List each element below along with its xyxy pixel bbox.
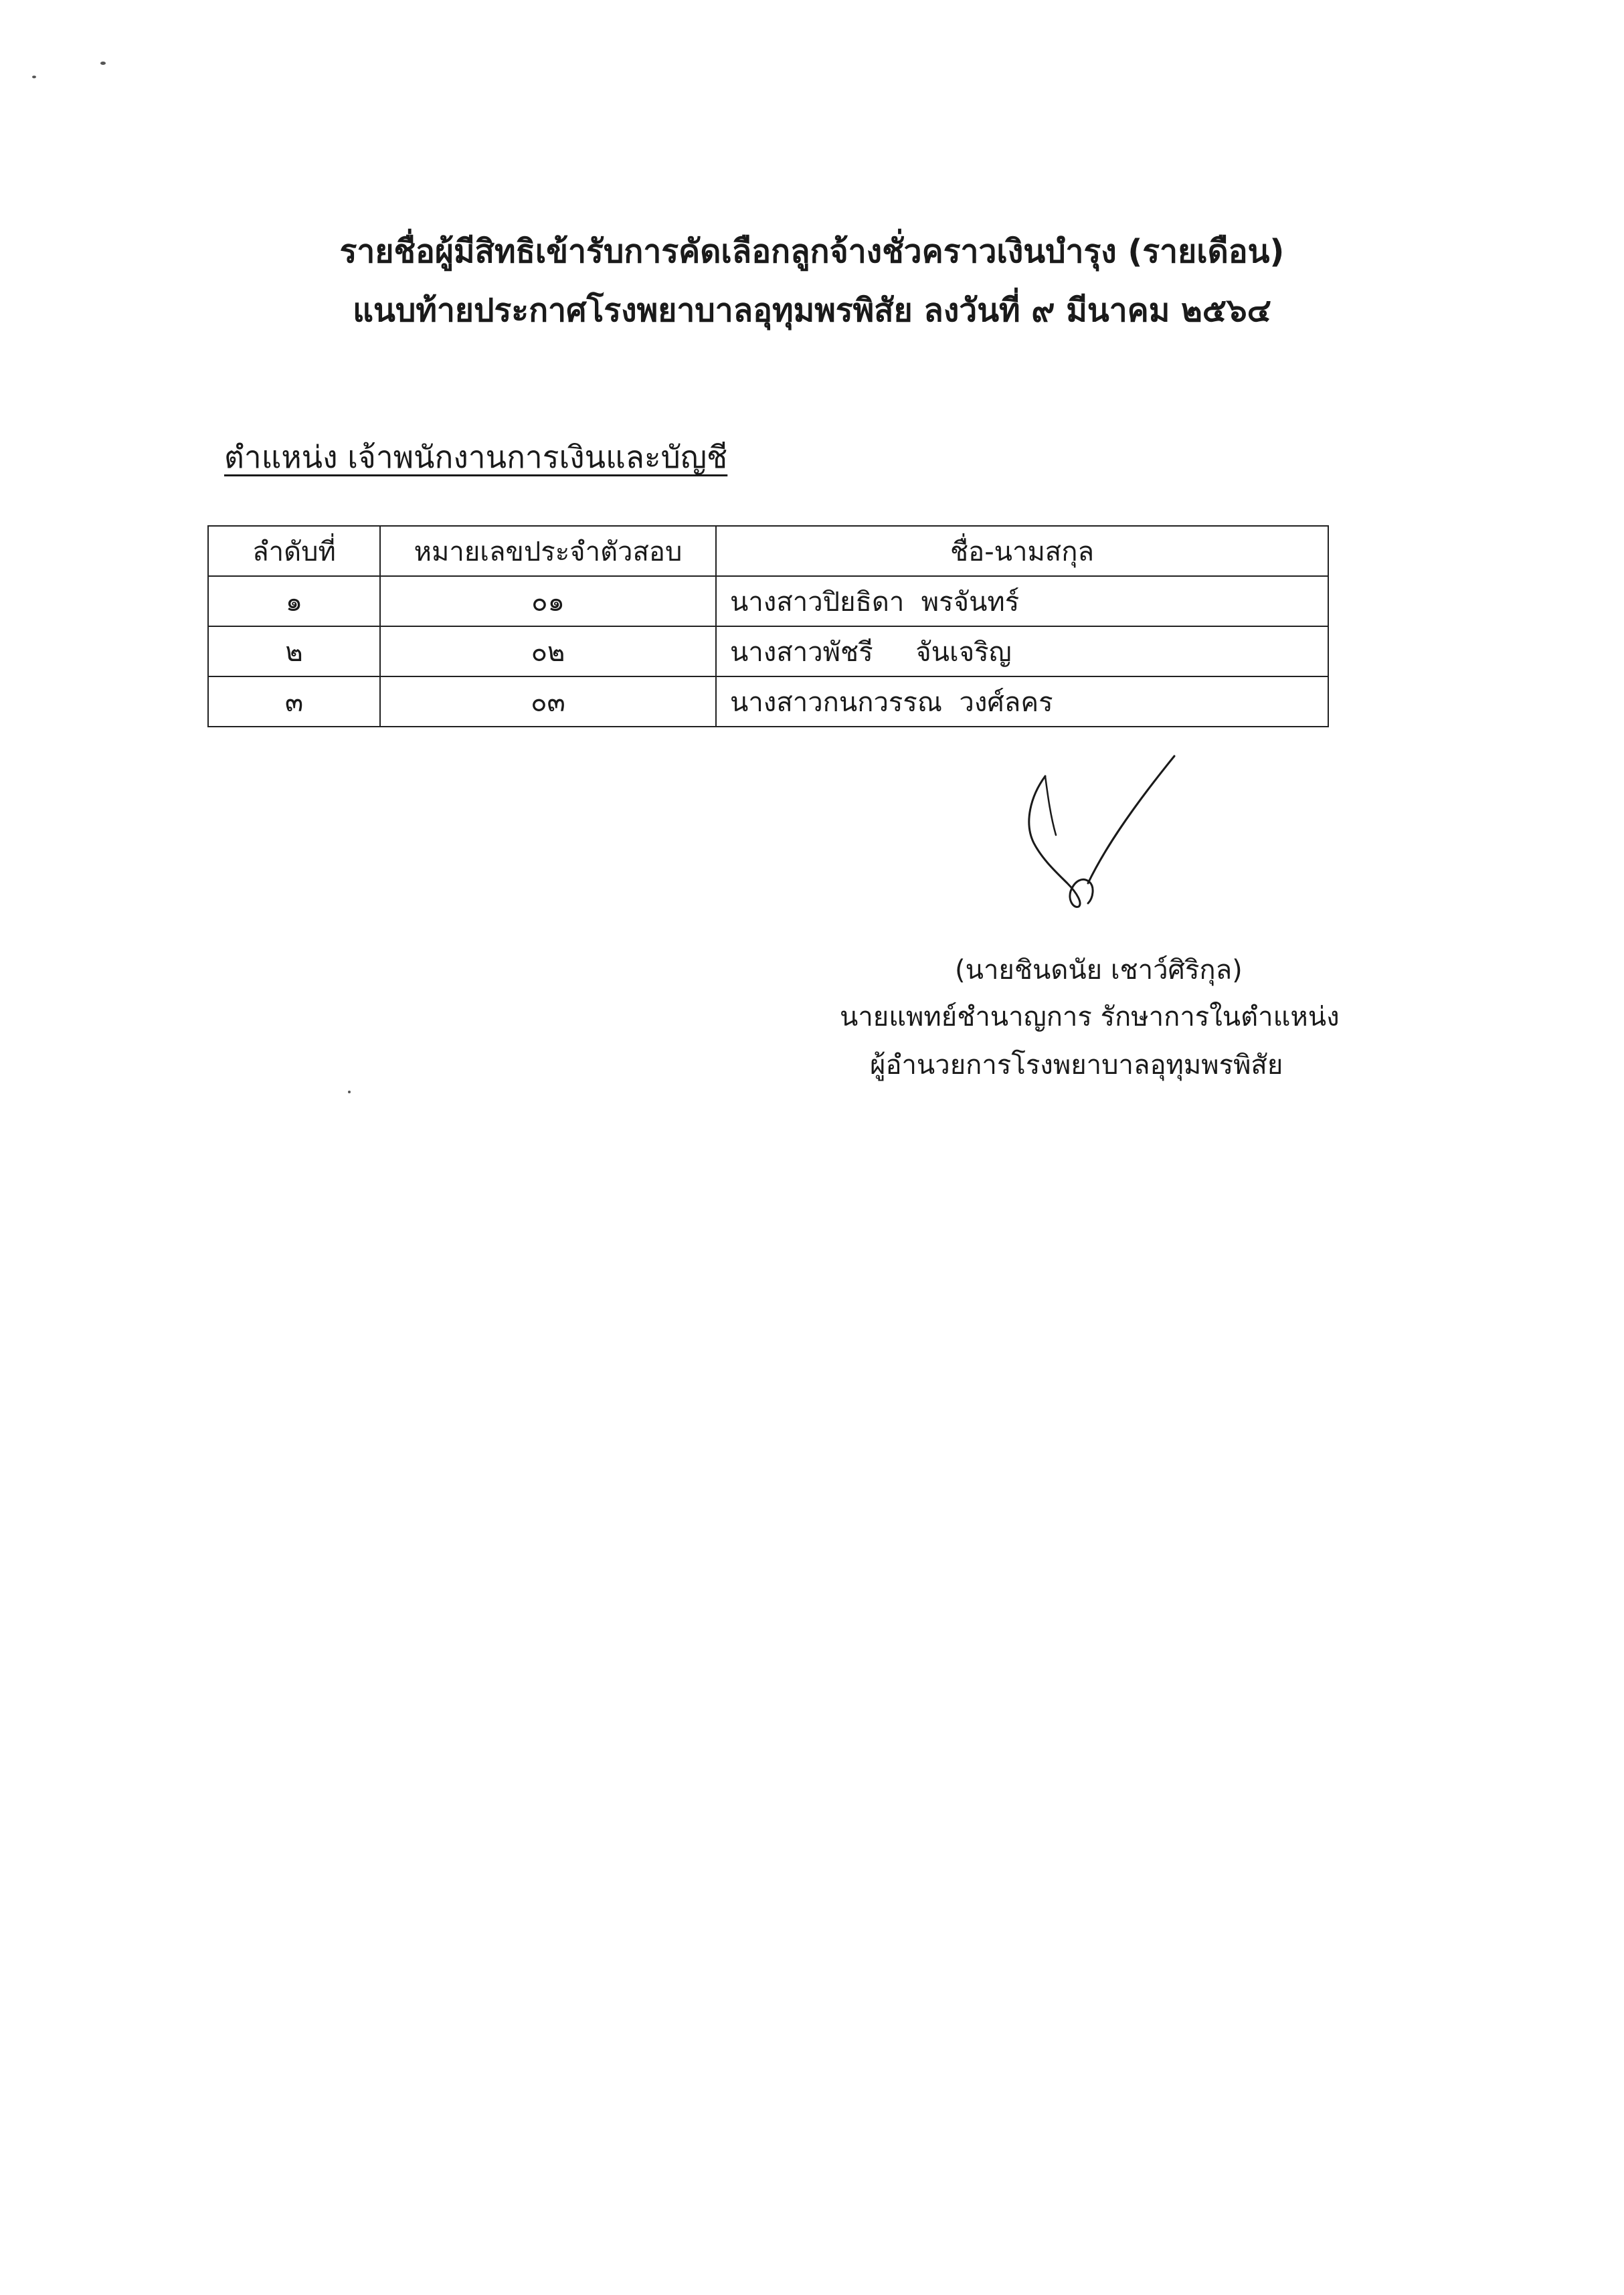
table-row (208, 676, 1328, 727)
candidate-table (207, 525, 1329, 727)
signatory-organization: ผู้อำนวยการโรงพยาบาลอุทุมพรพิสัย (870, 1050, 1283, 1081)
cell-name (716, 626, 1328, 676)
cell-name (716, 676, 1328, 727)
signatory-title: นายแพทย์ชำนาญการ รักษาการในตำแหน่ง (840, 1002, 1340, 1032)
header-name: ชื่อ-นามสกุล (716, 526, 1328, 576)
scan-speck (348, 1091, 351, 1093)
cell-exam-id: ๐๓ (380, 676, 716, 727)
header-seq: ลำดับที่ (208, 526, 380, 576)
cell-seq: ๓ (208, 676, 380, 727)
table-header-row (208, 526, 1328, 576)
cell-name (716, 576, 1328, 626)
document-title-line1: รายชื่อผู้มีสิทธิเข้ารับการคัดเลือกลูกจ้างชั่วคราวเงินบำรุง (รายเดือน) (339, 233, 1285, 270)
cell-seq: ๒ (208, 626, 380, 676)
signatory-name: (นายชินดนัย เชาว์ศิริกุล) (955, 955, 1243, 986)
cell-exam-id: ๐๑ (380, 576, 716, 626)
candidate-name: นางสาวกนกวรรณ วงศ์ลคร (730, 686, 1053, 718)
handwritten-signature (1004, 749, 1204, 910)
document-title-line2: แนบท้ายประกาศโรงพยาบาลอุทุมพรพิสัย ลงวันที่ ๙ มีนาคม ๒๕๖๔ (353, 292, 1271, 329)
cell-exam-id: ๐๒ (380, 626, 716, 676)
candidate-name: นางสาวปิยธิดา พรจันทร์ (730, 586, 1020, 618)
scan-speck (100, 62, 106, 65)
header-exam-id: หมายเลขประจำตัวสอบ (380, 526, 716, 576)
table-row (208, 576, 1328, 626)
scan-speck (32, 76, 36, 78)
position-heading: ตำแหน่ง เจ้าพนักงานการเงินและบัญชี (224, 439, 728, 475)
cell-seq: ๑ (208, 576, 380, 626)
candidate-name: นางสาวพัชรี จันเจริญ (730, 636, 1012, 668)
table-row (208, 626, 1328, 676)
